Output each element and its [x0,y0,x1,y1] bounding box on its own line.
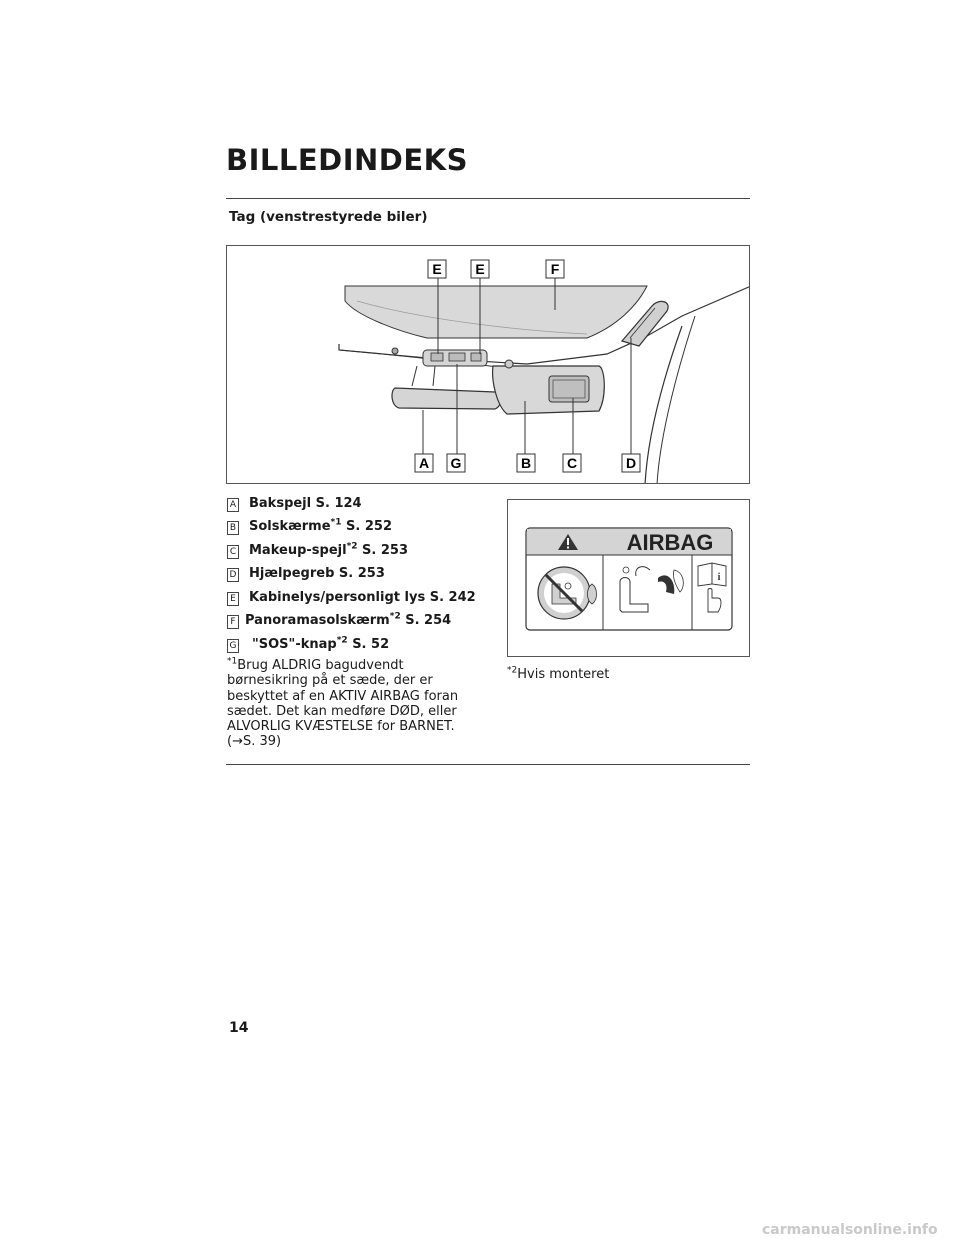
legend-letter: G [227,639,239,653]
footnote-2-text: Hvis monteret [517,667,610,682]
legend-label: Hjælpegreb S. 253 [249,566,385,581]
legend-sup: *2 [389,611,401,622]
legend-letter: F [227,615,239,629]
roof-illustration [226,245,750,484]
legend-item [227,565,507,589]
legend-label: "SOS"-knap [252,637,337,652]
legend-sup: *2 [346,541,358,552]
callout-g-label: G [450,455,462,471]
legend-sup: *2 [336,635,348,646]
footnote-2-marker: *2 [507,665,518,676]
callout-c-label: C [566,455,578,471]
svg-text:i: i [717,572,721,583]
bottom-divider [226,764,750,765]
legend-suffix: S. 52 [347,637,390,652]
legend-label: Panoramasolskærm [245,613,390,628]
legend-item [227,636,507,658]
legend-list [227,495,507,658]
title-divider [226,198,750,199]
rear-view-mirror [392,388,501,409]
legend-suffix: S. 253 [357,543,409,558]
footnote-1 [227,658,487,750]
callout-e-1-label: E [432,261,442,277]
legend-item [227,495,507,518]
legend-letter: C [227,545,239,559]
legend-label: Makeup-spejl [249,543,347,558]
airbag-warning-label [507,499,750,657]
legend-suffix: S. 254 [400,613,452,628]
callout-e-2-label: E [475,261,485,277]
legend-item [227,612,507,636]
legend-letter: B [227,521,239,535]
watermark: carmanualsonline.info [762,1222,938,1238]
footnote-1-text: Brug ALDRIG bagudvendt børnesikring på et sæde, der er beskyttet af en AKTIV AIRBAG foran sædet. Det kan medføre DØD, eller ALVORLIG KVÆSTELSE for BARNET. (→S. 39) [227,658,459,750]
legend-label: Solskærme [249,519,331,534]
legend-letter: A [227,498,239,512]
callout-b-label: B [520,455,532,471]
panoramic-roof-panel [345,286,647,338]
legend-letter: D [227,568,239,582]
page-number: 14 [229,1020,249,1036]
footnote-2 [507,667,609,682]
callout-a-label: A [418,455,430,471]
legend-label: Kabinelys/personligt lys S. 242 [249,590,476,605]
legend-suffix: S. 252 [341,519,392,534]
legend-item [227,589,507,612]
legend-item [227,542,507,565]
page-title: BILLEDINDEKS [226,143,469,177]
legend-sup: *1 [330,517,342,528]
legend-label: Bakspejl S. 124 [249,496,362,511]
callout-f-label: F [550,261,560,277]
legend-letter: E [227,592,239,606]
legend-item [227,518,507,542]
airbag-label-text: AIRBAG [626,530,714,555]
callout-d-label: D [625,455,637,471]
footnote-1-marker: *1 [227,656,238,667]
section-subtitle: Tag (venstrestyrede biler) [229,209,428,225]
